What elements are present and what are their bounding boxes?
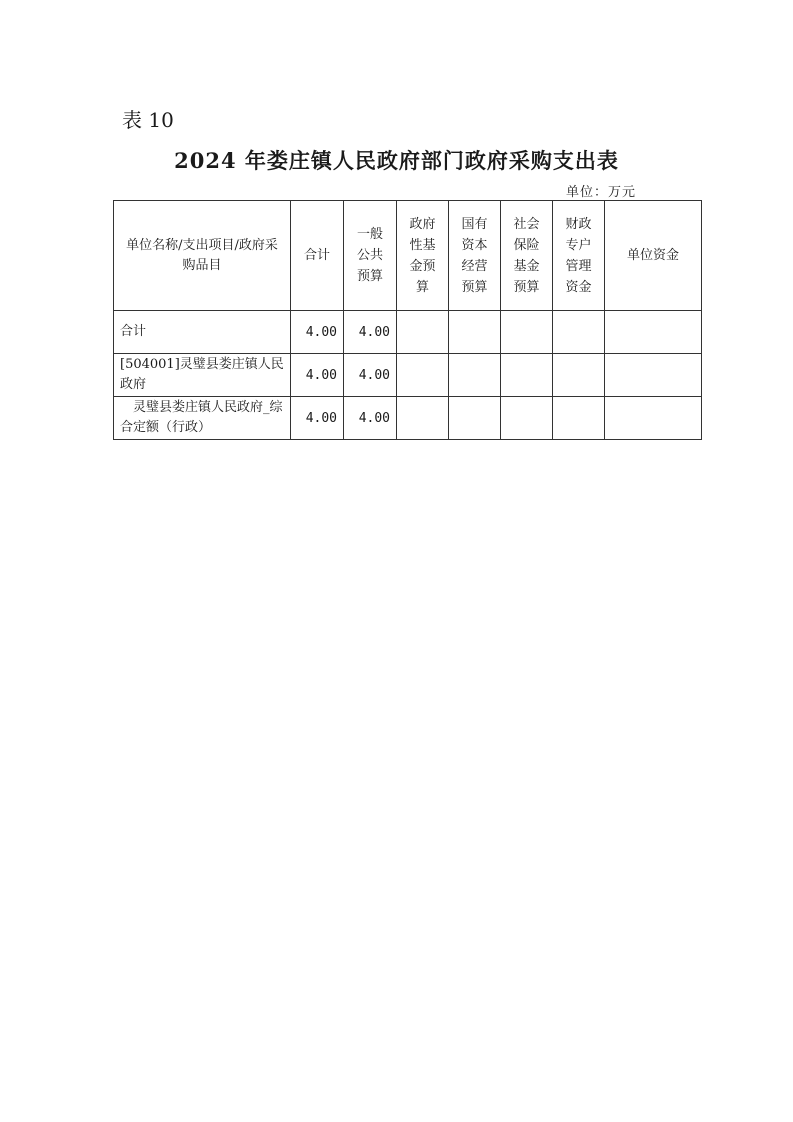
row-fund-budget [397,311,449,354]
row-state-capital-budget [449,397,501,440]
row-social-insurance-budget [501,354,553,397]
row-fiscal-special-funds [553,354,605,397]
unit-label: 单位：万元 [566,185,637,200]
row-total: 4.00 [291,397,344,440]
header-general-budget: 一般公共预算 [344,201,397,311]
header-total: 合计 [291,201,344,311]
header-unit-funds: 单位资金 [605,201,702,311]
header-fiscal-special-funds: 财政专户管理资金 [553,201,605,311]
row-social-insurance-budget [501,311,553,354]
row-name: 灵璧县娄庄镇人民政府_综合定额（行政） [114,397,291,440]
row-unit-funds [605,311,702,354]
table-header-row [114,201,702,311]
procurement-expenditure-table [113,200,702,440]
row-state-capital-budget [449,311,501,354]
table-row [114,397,702,440]
row-general-budget: 4.00 [344,354,397,397]
row-general-budget: 4.00 [344,311,397,354]
page-title: 2024 年娄庄镇人民政府部门政府采购支出表 [174,148,619,173]
row-unit-funds [605,354,702,397]
row-fiscal-special-funds [553,311,605,354]
row-total: 4.00 [291,311,344,354]
row-name: 合计 [114,311,291,354]
table-row [114,311,702,354]
row-unit-funds [605,397,702,440]
header-name: 单位名称/支出项目/政府采购品目 [114,201,291,311]
row-fund-budget [397,397,449,440]
row-fiscal-special-funds [553,397,605,440]
row-general-budget: 4.00 [344,397,397,440]
row-state-capital-budget [449,354,501,397]
header-state-capital-budget: 国有资本经营预算 [449,201,501,311]
table-number: 表 10 [122,108,174,132]
table-row [114,354,702,397]
row-name: [504001]灵璧县娄庄镇人民政府 [114,354,291,397]
header-social-insurance-budget: 社会保险基金预算 [501,201,553,311]
row-total: 4.00 [291,354,344,397]
row-social-insurance-budget [501,397,553,440]
row-fund-budget [397,354,449,397]
header-fund-budget: 政府性基金预算 [397,201,449,311]
